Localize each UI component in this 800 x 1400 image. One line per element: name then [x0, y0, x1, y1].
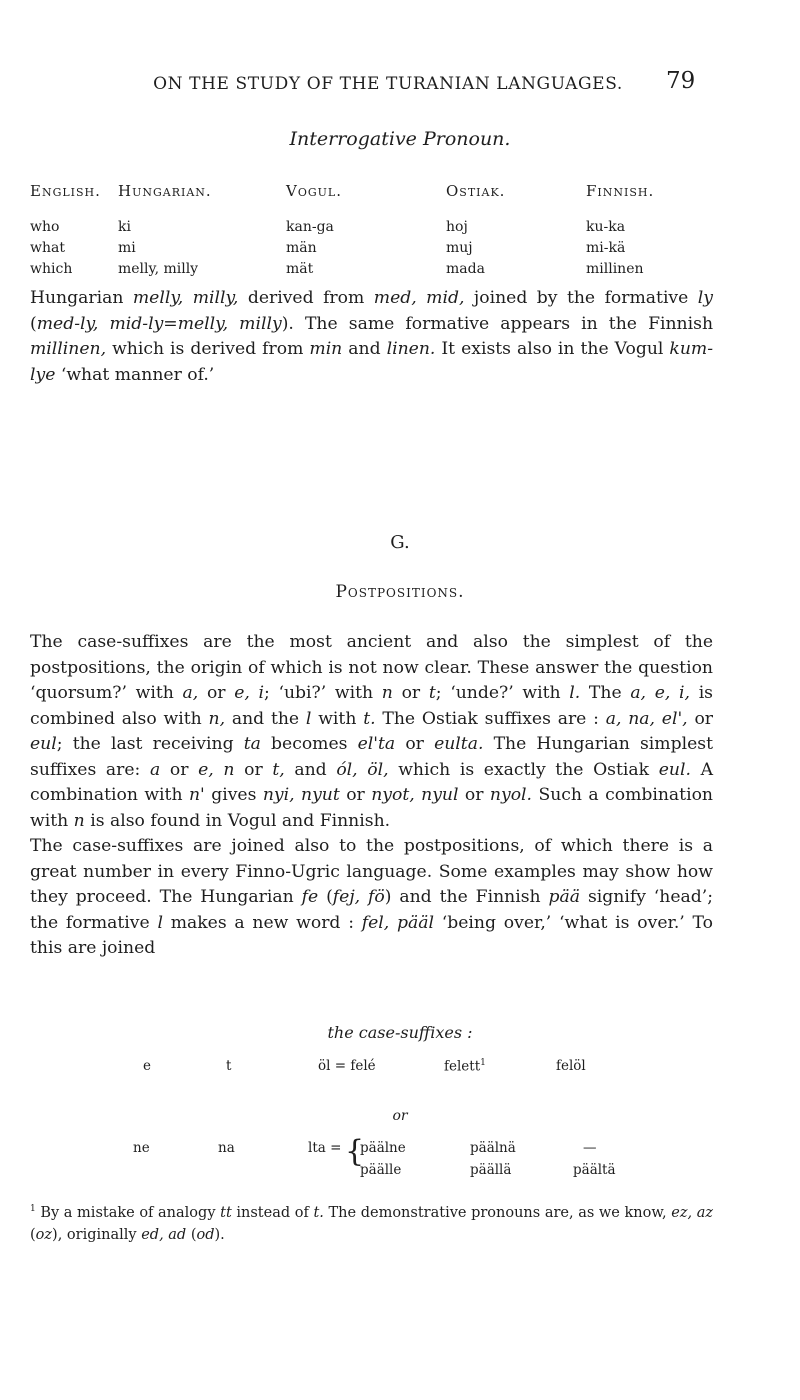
or-label: or: [392, 1108, 408, 1124]
table-cell: mi-kä: [586, 240, 626, 256]
suffix-ol-fele: öl = felé: [318, 1058, 376, 1074]
pronoun-table: [30, 182, 696, 281]
suffix-lta: lta =: [308, 1140, 342, 1156]
section-title: Interrogative Pronoun.: [289, 128, 511, 150]
table-cell: ki: [118, 219, 131, 235]
table-cell: who: [30, 219, 60, 235]
table-row: [30, 260, 696, 281]
table-cell: kan-ga: [286, 219, 334, 235]
table-row: [30, 218, 696, 239]
column-header-ostiak: Ostiak.: [446, 182, 506, 200]
footnote-mark: 1: [30, 1204, 36, 1214]
column-header-hungarian: Hungarian.: [118, 182, 212, 200]
paragraph-formative-ly: Hungarian melly, milly, derived from med, mid, joined by the formative ly (med-ly, mid-ly=melly, milly). The same formative appears in the Finnish millinen, which is derived from min and linen. It exists also in the Vogul kum-lye ‘what manner of.’: [30, 288, 714, 385]
case-suffixes-title: the case-suffixes :: [327, 1023, 473, 1042]
section-subtitle: Postpositions.: [335, 582, 465, 602]
table-header-row: [30, 182, 696, 218]
suffix-na: na: [218, 1140, 235, 1156]
table-cell: mät: [286, 261, 314, 277]
paragraph-case-suffixes: The case-suffixes are the most ancient and also the simplest of the postpositions, the origin of which is not now clear. These answer the question ‘quorsum?’ with a, or e, i; ‘ubi?’ with n or t; ‘unde?’ with l. The a, e, i, is combined also with n, and the l with t. The Ostiak suffixes are : a, na, el', or eul; the last receiving ta becomes el'ta or eulta. The Hungarian simplest suffixes are: a or e, n or t, and ól, öl, which is exactly the Ostiak eul. A combination with n' gives nyi, nyut or nyot, nyul or nyol. Such a combination with n is also found in Vogul and Finnish.: [30, 632, 714, 831]
table-cell: what: [30, 240, 65, 256]
footnote-reference: 1: [480, 1058, 486, 1068]
column-header-finnish: Finnish.: [586, 182, 655, 200]
section-letter: G.: [390, 532, 410, 553]
suffix-ne: ne: [133, 1140, 150, 1156]
table-cell: which: [30, 261, 73, 277]
table-cell: mada: [446, 261, 485, 277]
column-header-english: English.: [30, 182, 101, 200]
table-cell: mi: [118, 240, 136, 256]
footnote: $^1$ By a mistake of analogy tt instead of t. The demonstrative pronouns are, as we know, ez, az (oz), originally ed, ad (od).: [30, 1204, 713, 1243]
table-cell: män: [286, 240, 317, 256]
suffix-dash: —: [583, 1140, 597, 1156]
suffix-paalta: päältä: [573, 1162, 616, 1178]
suffix-t: t: [226, 1058, 232, 1074]
column-header-vogul: Vogul.: [286, 182, 342, 200]
table-row: [30, 239, 696, 260]
suffix-paalna: päälnä: [470, 1140, 516, 1156]
table-cell: ku-ka: [586, 219, 626, 235]
suffix-paalla: päällä: [470, 1162, 512, 1178]
running-title: ON THE STUDY OF THE TURANIAN LANGUAGES.: [153, 74, 623, 94]
table-cell: muj: [446, 240, 473, 256]
table-cell: millinen: [586, 261, 644, 277]
paragraph-postposition-examples: The case-suffixes are joined also to the postpositions, of which there is a great number in every Finno-Ugric language. Some examples may show how they proceed. The Hungarian fe (fej, fö) and the Finnish pää signify ‘head’; the formative l makes a new word : fel, pääl ‘being over,’ ‘what is over.’ To this are joined: [30, 836, 714, 958]
postpositions-text: [30, 630, 713, 962]
suffix-felett: felett$^1$: [444, 1058, 486, 1075]
suffix-paalle: päälle: [360, 1162, 402, 1178]
page-number: 79: [666, 68, 696, 94]
suffix-felol: felöl: [556, 1058, 586, 1074]
table-cell: hoj: [446, 219, 468, 235]
table-cell: melly, milly: [118, 261, 199, 277]
brace-glyph: {: [345, 1134, 365, 1169]
suffix-e: e: [143, 1058, 151, 1074]
suffix-paalne: päälne: [360, 1140, 406, 1156]
